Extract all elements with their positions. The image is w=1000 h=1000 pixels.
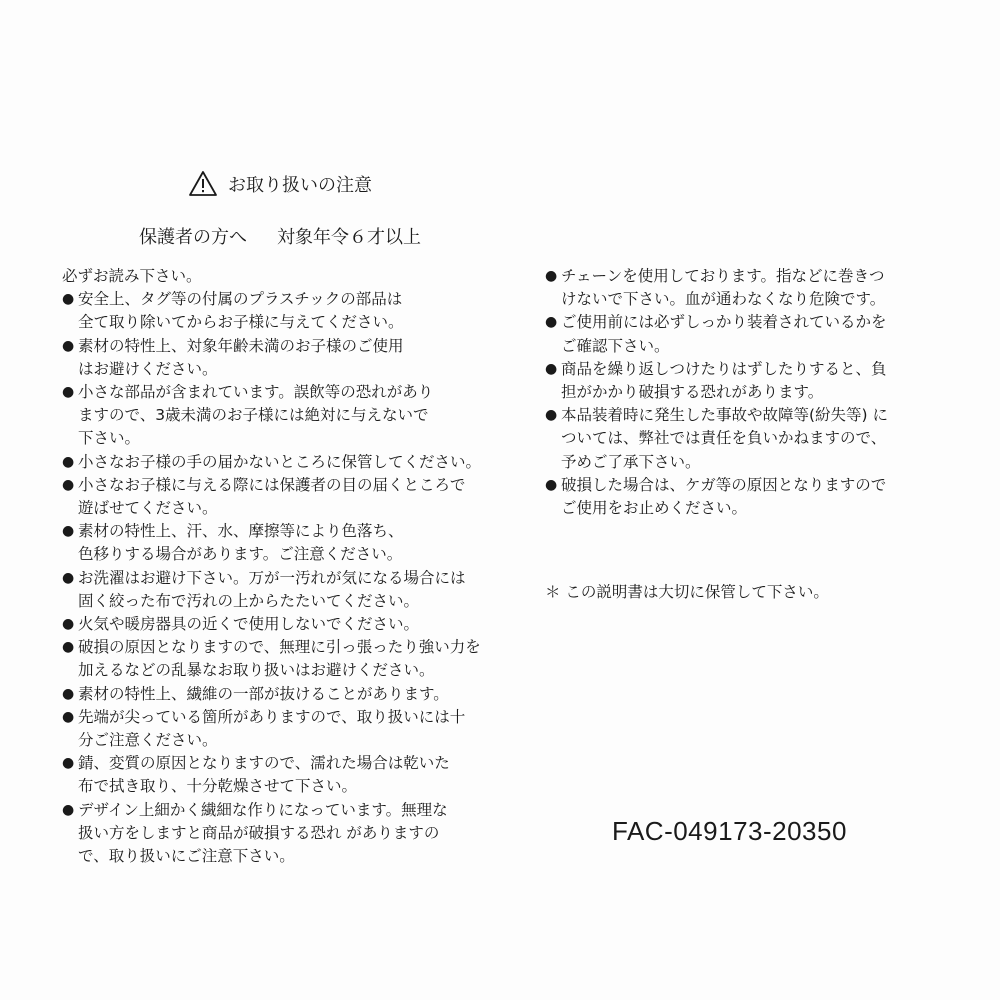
caution-item-text: 素材の特性上、対象年齢未満のお子様のご使用 はお避けください。 [78,336,404,378]
caution-item-text: お洗濯はお避け下さい。万が一汚れが気になる場合には 固く絞った布で汚れの上からたたいてください。 [78,568,466,610]
caution-item [62,288,502,334]
bullet-icon: ● [62,639,75,656]
bullet-icon: ● [62,291,75,308]
bullet-icon: ● [545,314,558,331]
caution-item-text: 本品装着時に発生した事故や故障等(紛失等) に ついては、弊社では責任を負いかねますので、 予めご了承下さい。 [561,406,889,471]
caution-item-text: 破損の原因となりますので、無理に引っ張ったり強い力を 加えるなどの乱暴なお取り扱いはお避けください。 [78,638,481,680]
bullet-icon: ● [62,755,75,772]
left-column [62,265,502,868]
bullet-icon: ● [62,523,75,540]
caution-item [545,311,945,357]
caution-item [545,265,945,311]
target-age-label: 対象年令６才以上 [277,227,421,248]
page-title: お取り扱いの注意 [228,174,372,196]
caution-item-text: 素材の特性上、繊維の一部が抜けることがあります。 [78,684,449,703]
bullet-icon: ● [62,801,75,818]
caution-item [62,335,502,381]
caution-item [62,799,502,869]
bullet-icon: ● [62,685,75,702]
caution-item-text: デザイン上細かく繊細な作りになっています。無理な 扱い方をしますと商品が破損する恐れ がありますの で、取り扱いにご注意下さい。 [78,800,448,866]
caution-item [62,567,502,613]
bullet-icon: ● [62,569,75,586]
caution-item [62,381,502,451]
caution-item-text: ご使用前には必ずしっかり装着されているかを ご確認下さい。 [561,313,887,355]
caution-item-text: 商品を繰り返しつけたりはずしたりすると、負 担がかかり破損する恐れがあります。 [561,359,887,402]
caution-list-right [545,265,945,520]
caution-item-text: チェーンを使用しております。指などに巻きつ けないで下さい。血が通わなくなり危険です。 [561,267,886,309]
caution-item-text: 錆、変質の原因となりますので、濡れた場合は乾いた 布で拭き取り、十分乾燥させて下さい。 [78,754,450,796]
caution-item-text: 小さなお子様に与える際には保護者の目の届くところで 遊ばせてください。 [78,475,466,518]
caution-item-text: 破損した場合は、ケガ等の原因となりますので ご使用をお止めください。 [561,475,887,518]
warning-triangle-icon [188,170,218,197]
product-code: FAC-049173-20350 [612,816,847,846]
caution-item [62,706,502,752]
bullet-icon: ● [545,407,558,424]
caution-item-text: 小さなお子様の手の届かないところに保管してください。 [78,452,482,471]
caution-item-text: 安全上、タグ等の付属のプラスチックの部品は 全て取り除いてからお子様に与えてください。 [78,290,404,332]
caution-list-left [62,288,502,868]
title-row [0,170,560,197]
bullet-icon: ● [62,616,75,633]
bullet-icon: ● [545,360,558,377]
bullet-icon: ● [545,476,558,493]
bullet-icon: ● [545,268,558,284]
caution-item [62,636,502,682]
keep-manual-note: ＊ この説明書は大切に保管して下さい。 [545,583,829,601]
caution-item [62,752,502,798]
caution-item [62,520,502,566]
bullet-icon: ● [62,453,75,470]
caution-item [62,451,502,474]
caution-item [545,358,945,404]
caution-item [62,474,502,520]
bullet-icon: ● [62,476,75,493]
caution-item-text: 火気や暖房器具の近くで使用しないでください。 [78,615,420,634]
caution-item-text: 先端が尖っている箇所がありますので、取り扱いには十 分ご注意ください。 [78,707,466,750]
caution-item [62,683,502,706]
bullet-icon: ● [62,384,75,401]
caution-item-text: 小さな部品が含まれています。誤飲等の恐れがあり ますので、3歳未満のお子様には絶対に与えないで 下さい。 [78,383,434,448]
intro-text: 必ずお読み下さい。 [62,267,202,285]
target-row [0,223,560,249]
caution-item-text: 素材の特性上、汗、水、摩擦等により色落ち、 色移りする場合があります。ご注意ください。 [78,522,404,564]
audience-label: 保護者の方へ [139,227,247,248]
caution-item [62,613,502,636]
bullet-icon: ● [62,708,75,725]
right-column [545,265,945,520]
caution-item [545,404,945,474]
caution-item [545,474,945,520]
bullet-icon: ● [62,337,75,354]
